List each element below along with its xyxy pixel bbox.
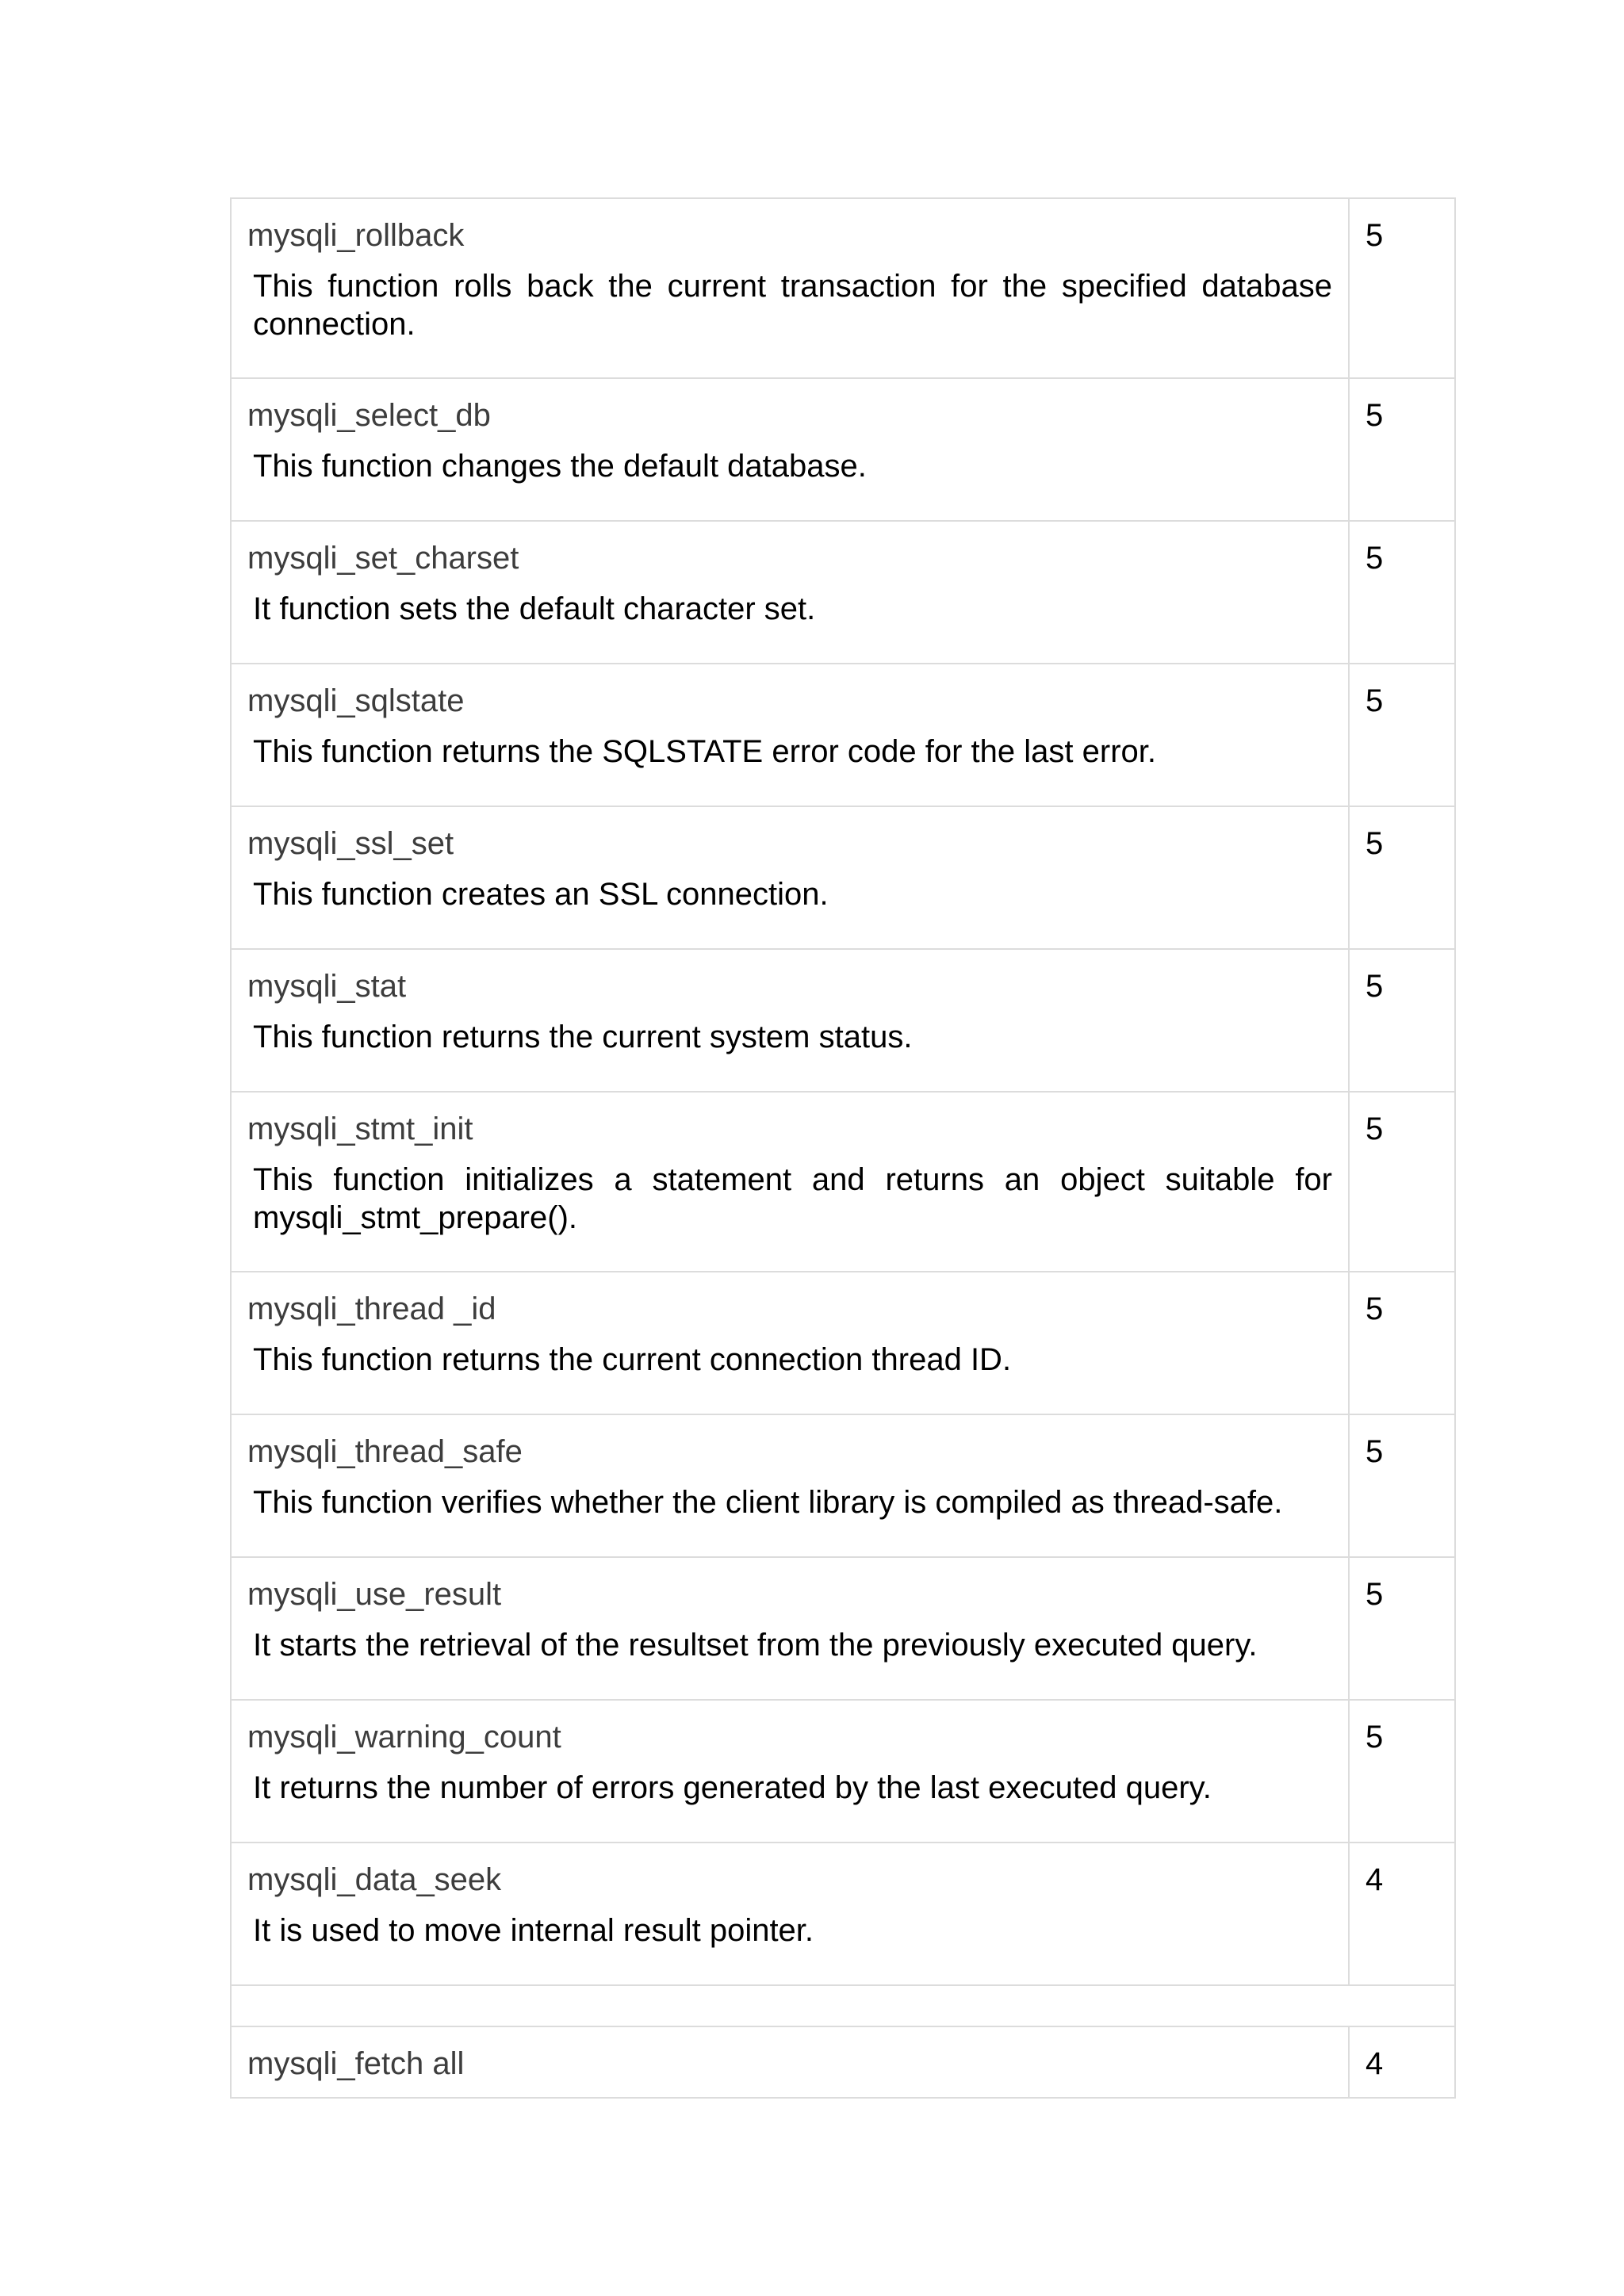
function-table — [230, 197, 1456, 2099]
empty-cell — [231, 1985, 1455, 2026]
version-value: 5 — [1365, 1112, 1384, 1146]
function-description: This function changes the default database. — [253, 449, 867, 484]
function-name: mysqli_warning_count — [247, 1720, 561, 1755]
table-row — [231, 664, 1455, 806]
version-cell — [1349, 521, 1455, 664]
version-cell — [1349, 806, 1455, 949]
function-cell — [231, 1092, 1349, 1272]
version-value: 5 — [1365, 826, 1384, 861]
function-cell — [231, 1700, 1349, 1843]
version-value: 5 — [1365, 218, 1384, 253]
function-cell — [231, 664, 1349, 806]
function-description: It starts the retrieval of the resultset from the previously executed query. — [253, 1628, 1258, 1663]
version-value: 5 — [1365, 683, 1384, 718]
table-row — [231, 1700, 1455, 1843]
function-name: mysqli_set_charset — [247, 541, 519, 576]
function-cell — [231, 1414, 1349, 1557]
function-cell — [231, 806, 1349, 949]
function-cell — [231, 198, 1349, 378]
version-cell — [1349, 2026, 1455, 2098]
table-row — [231, 1414, 1455, 1557]
function-cell — [231, 1843, 1349, 1985]
version-value: 4 — [1365, 2046, 1384, 2081]
version-cell — [1349, 1557, 1455, 1700]
function-cell — [231, 378, 1349, 521]
function-cell — [231, 949, 1349, 1092]
function-description: This function returns the current connection thread ID. — [253, 1342, 1012, 1377]
function-name: mysqli_stat — [247, 969, 407, 1004]
function-name: mysqli_stmt_init — [247, 1112, 473, 1146]
version-cell — [1349, 1272, 1455, 1414]
function-cell — [231, 2026, 1349, 2098]
function-name: mysqli_fetch all — [247, 2046, 465, 2081]
table-row — [231, 1272, 1455, 1414]
function-cell — [231, 1557, 1349, 1700]
table-row — [231, 378, 1455, 521]
table-row — [231, 2026, 1455, 2098]
function-name: mysqli_rollback — [247, 218, 465, 253]
table-row — [231, 949, 1455, 1092]
empty-row — [231, 1985, 1455, 2026]
version-value: 5 — [1365, 1434, 1384, 1469]
function-description: This function creates an SSL connection. — [253, 877, 829, 912]
function-cell — [231, 521, 1349, 664]
function-name: mysqli_thread_safe — [247, 1434, 523, 1469]
function-description: This function initializes a statement and returns an object suitable for mysqli_stmt_prepare(). — [253, 1162, 1332, 1235]
version-cell — [1349, 1700, 1455, 1843]
function-name: mysqli_ssl_set — [247, 826, 454, 861]
version-cell — [1349, 949, 1455, 1092]
table-row — [231, 521, 1455, 664]
function-name: mysqli_sqlstate — [247, 683, 465, 718]
version-cell — [1349, 378, 1455, 521]
function-name: mysqli_use_result — [247, 1577, 502, 1612]
function-name: mysqli_thread _id — [247, 1292, 496, 1326]
version-value: 5 — [1365, 398, 1384, 433]
version-cell — [1349, 198, 1455, 378]
function-name: mysqli_select_db — [247, 398, 491, 433]
version-cell — [1349, 1843, 1455, 1985]
function-description: This function returns the current system status. — [253, 1020, 913, 1054]
table-row — [231, 1557, 1455, 1700]
version-value: 5 — [1365, 541, 1384, 576]
version-cell — [1349, 1092, 1455, 1272]
version-value: 4 — [1365, 1862, 1384, 1897]
table-row — [231, 1843, 1455, 1985]
version-value: 5 — [1365, 969, 1384, 1004]
version-cell — [1349, 1414, 1455, 1557]
version-value: 5 — [1365, 1720, 1384, 1755]
version-value: 5 — [1365, 1577, 1384, 1612]
function-description: This function rolls back the current transaction for the specified database connection. — [253, 269, 1332, 342]
table-row — [231, 198, 1455, 378]
function-description: It is used to move internal result pointer. — [253, 1913, 814, 1948]
table-row — [231, 1092, 1455, 1272]
table-row — [231, 806, 1455, 949]
function-description: It function sets the default character set. — [253, 591, 816, 626]
version-value: 5 — [1365, 1292, 1384, 1326]
function-description: This function returns the SQLSTATE error code for the last error. — [253, 734, 1156, 769]
function-description: It returns the number of errors generated by the last executed query. — [253, 1770, 1212, 1805]
function-name: mysqli_data_seek — [247, 1862, 502, 1897]
version-cell — [1349, 664, 1455, 806]
function-description: This function verifies whether the client library is compiled as thread-safe. — [253, 1485, 1283, 1520]
function-cell — [231, 1272, 1349, 1414]
